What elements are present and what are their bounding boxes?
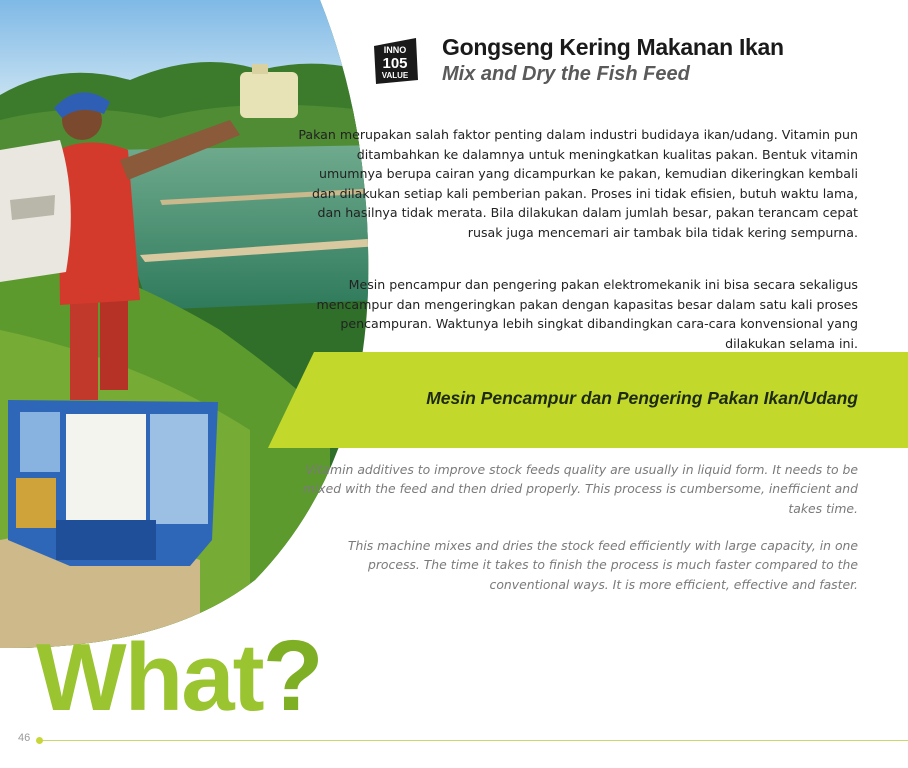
badge-line-1: INNO xyxy=(383,45,407,55)
title-indonesian: Gongseng Kering Makanan Ikan xyxy=(442,34,784,60)
inno-105-value-badge-icon xyxy=(368,34,422,88)
title-english: Mix and Dry the Fish Feed xyxy=(442,63,690,85)
question-mark-icon: ? xyxy=(262,620,322,732)
footer-dot-icon xyxy=(36,737,43,744)
badge-line-2: 105 xyxy=(382,55,408,72)
section-label-what xyxy=(36,620,322,732)
footer-rule xyxy=(40,740,908,741)
body-paragraph-id-1: Pakan merupakan salah faktor penting dalam industri budidaya ikan/udang. Vitamin pun ditambahkan ke dalamnya untuk meningkatkan kualitas pakan. Bentuk vitamin umumnya berupa cairan yang dicampurkan ke pakan, kemudian dikeringkan kembali dan dilakukan setiap kali pemberian pakan. Proses ini tidak efisien, butuh waktu lama, dan hasilnya tidak merata. Bila dilakukan dalam jumlah besar, pakan terancam cepat rusak juga mencemari air tambak bila tidak kering sempurna. xyxy=(298,127,858,240)
page-number: 46 xyxy=(18,732,31,744)
body-paragraph-id-2: Mesin pencampur dan pengering pakan elektromekanik ini bisa secara sekaligus mencampur dan mengeringkan pakan dengan kapasitas besar dalam satu kali proses pencampuran. Waktunya lebih singkat dibandingkan cara-cara konvensional yang dilakukan selama ini. xyxy=(316,277,858,351)
body-paragraph-en-2: This machine mixes and dries the stock feed efficiently with large capacity, in one process. The time it takes to finish the process is much faster compared to the conventional ways. It is more efficient, effective and faster. xyxy=(347,538,858,592)
section-label-word: What xyxy=(36,624,263,731)
badge-line-3: VALUE xyxy=(381,71,409,80)
highlight-band-title: Mesin Pencampur dan Pengering Pakan Ikan/Udang xyxy=(426,388,858,408)
body-paragraph-en-1: Vitamin additives to improve stock feeds quality are usually in liquid form. It needs to be mixed with the feed and then dried properly. This process is cumbersome, inefficient and takes time. xyxy=(302,462,858,516)
